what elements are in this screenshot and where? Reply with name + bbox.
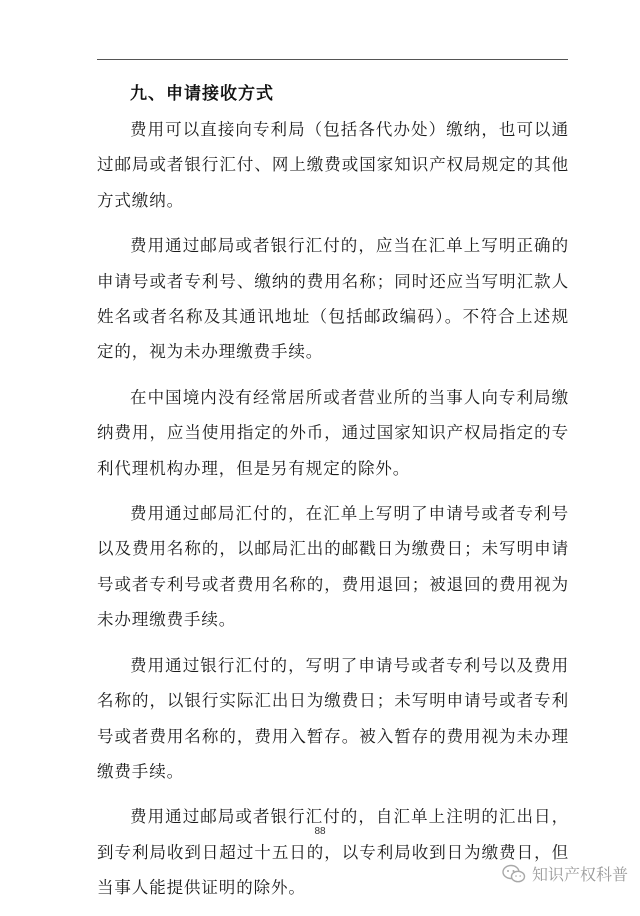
- watermark-text: 知识产权科普: [531, 865, 628, 884]
- watermark: [502, 862, 628, 885]
- document-body: [97, 76, 569, 916]
- paragraph-remittance-requirements: 费用通过邮局或者银行汇付的，应当在汇单上写明正确的申请号或者专利号、缴纳的费用名称；同时还应当写明汇款人姓名或者名称及其通讯地址（包括邮政编码）。不符合上述规定的，视为未办理缴费手续。: [97, 236, 569, 362]
- header-rule: [97, 59, 568, 60]
- paragraph-foreign-parties: 在中国境内没有经常居所或者营业所的当事人向专利局缴纳费用，应当使用指定的外币，通过国家知识产权局指定的专利代理机构办理，但是另有规定的除外。: [97, 387, 569, 478]
- paragraph-fifteen-day-rule: 费用通过邮局或者银行汇付的，自汇单上注明的汇出日，到专利局收到日超过十五日的，以专利局收到日为缴费日，但当事人能提供证明的除外。: [97, 807, 569, 898]
- wechat-icon: [502, 864, 526, 884]
- paragraph-postal-remittance: 费用通过邮局汇付的，在汇单上写明了申请号或者专利号以及费用名称的，以邮局汇出的邮戳日为缴费日；未写明申请号或者专利号或者费用名称的，费用退回；被退回的费用视为未办理缴费手续。: [97, 504, 569, 630]
- page-number: 88: [314, 826, 326, 837]
- section-heading: 九、申请接收方式: [130, 84, 274, 104]
- paragraph-bank-remittance: 费用通过银行汇付的，写明了申请号或者专利号以及费用名称的，以银行实际汇出日为缴费日；未写明申请号或者专利号或者费用名称的，费用入暂存。被入暂存的费用视为未办理缴费手续。: [97, 655, 569, 781]
- paragraph-payment-methods: 费用可以直接向专利局（包括各代办处）缴纳，也可以通过邮局或者银行汇付、网上缴费或国家知识产权局规定的其他方式缴纳。: [97, 120, 569, 210]
